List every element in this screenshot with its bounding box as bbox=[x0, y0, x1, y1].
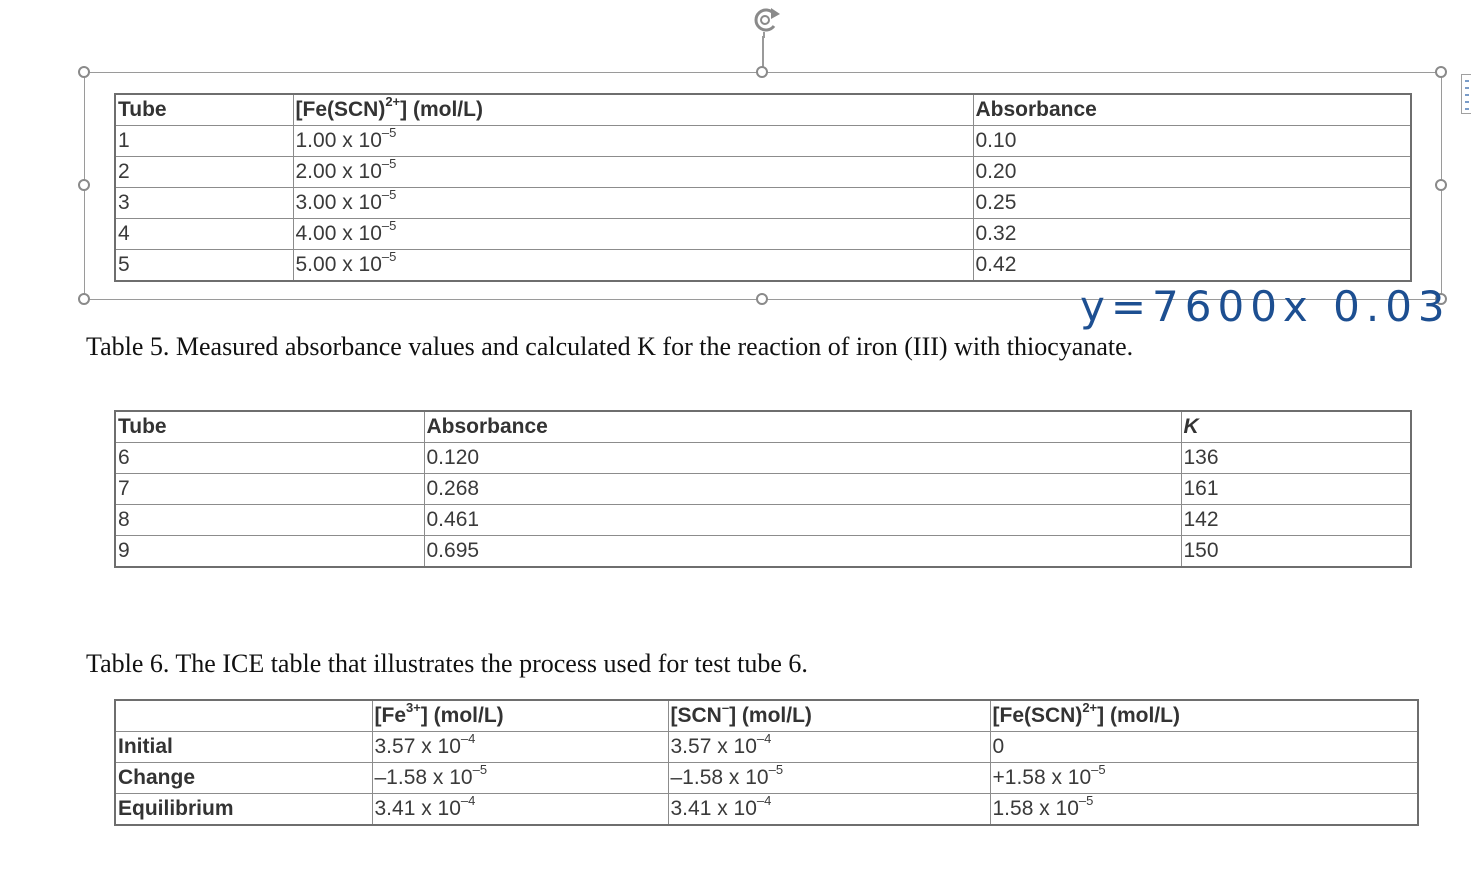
cell-concentration: 2.00 x $10^{-5}$ bbox=[293, 157, 973, 188]
cell-fescn: +1.58 x $10^{-5}$ bbox=[990, 763, 1418, 794]
table-row bbox=[115, 505, 1411, 536]
cell-k: 161 bbox=[1181, 474, 1411, 505]
cell-tube: 8 bbox=[115, 505, 424, 536]
cell-fe: 3.57 x $10^{-4}$ bbox=[372, 732, 668, 763]
table6-caption: Table 6. The ICE table that illustrates the process used for test tube 6. bbox=[86, 649, 808, 678]
resize-handle-left[interactable] bbox=[78, 179, 90, 191]
table-row bbox=[115, 126, 1411, 157]
table-row bbox=[115, 763, 1418, 794]
resize-handle-bottom-left[interactable] bbox=[78, 293, 90, 305]
resize-handle-top-left[interactable] bbox=[78, 66, 90, 78]
cell-absorbance: 0.32 bbox=[973, 219, 1411, 250]
cell-absorbance: 0.20 bbox=[973, 157, 1411, 188]
cell-k: 150 bbox=[1181, 536, 1411, 568]
table-row bbox=[115, 536, 1411, 568]
table-absorbance-standards bbox=[114, 93, 1412, 282]
handwritten-equation: y=7600x 0.03 bbox=[1080, 282, 1451, 331]
table-header-row bbox=[115, 94, 1411, 126]
rotate-connector bbox=[762, 36, 764, 68]
header-fescn: [Fe(SCN)$^{2+}$] (mol/L) bbox=[990, 700, 1418, 732]
cell-concentration: 3.00 x $10^{-5}$ bbox=[293, 188, 973, 219]
table-row bbox=[115, 219, 1411, 250]
header-tube: Tube bbox=[115, 411, 424, 443]
cell-absorbance: 0.120 bbox=[424, 443, 1181, 474]
cell-absorbance: 0.268 bbox=[424, 474, 1181, 505]
rotate-handle-icon[interactable] bbox=[747, 4, 787, 38]
cell-tube: 3 bbox=[115, 188, 293, 219]
cell-absorbance: 0.461 bbox=[424, 505, 1181, 536]
header-fe: $[Fe^{3+}]$ (mol/L) bbox=[372, 700, 668, 732]
cell-fescn: 0 bbox=[990, 732, 1418, 763]
table-row bbox=[115, 794, 1418, 826]
cell-k: 136 bbox=[1181, 443, 1411, 474]
cell-scn: 3.41 x $10^{-4}$ bbox=[668, 794, 990, 826]
table-measured-k bbox=[114, 410, 1412, 568]
table-row bbox=[115, 474, 1411, 505]
layout-options-icon[interactable] bbox=[1461, 74, 1471, 114]
table-row bbox=[115, 157, 1411, 188]
table-row bbox=[115, 443, 1411, 474]
header-scn: [SCN–] (mol/L) bbox=[668, 700, 990, 732]
cell-tube: 6 bbox=[115, 443, 424, 474]
cell-absorbance: 0.42 bbox=[973, 250, 1411, 282]
table-row bbox=[115, 250, 1411, 282]
header-absorbance: Absorbance bbox=[973, 94, 1411, 126]
cell-absorbance: 0.25 bbox=[973, 188, 1411, 219]
cell-fe: –1.58 x $10^{-5}$ bbox=[372, 763, 668, 794]
cell-tube: 7 bbox=[115, 474, 424, 505]
header-tube: Tube bbox=[115, 94, 293, 126]
resize-handle-bottom[interactable] bbox=[756, 293, 768, 305]
cell-tube: 1 bbox=[115, 126, 293, 157]
row-label: Change bbox=[115, 763, 372, 794]
table-header-row bbox=[115, 411, 1411, 443]
table5-caption: Table 5. Measured absorbance values and calculated K for the reaction of iron (III) with thiocyanate. bbox=[86, 332, 1134, 361]
table-row bbox=[115, 188, 1411, 219]
cell-concentration: 1.00 x $10^{-5}$ bbox=[293, 126, 973, 157]
header-concentration: [Fe(SCN)$^{2+}$] (mol/L) bbox=[293, 94, 973, 126]
table-row bbox=[115, 732, 1418, 763]
cell-fescn: 1.58 x $10^{-5}$ bbox=[990, 794, 1418, 826]
row-label: Initial bbox=[115, 732, 372, 763]
cell-tube: 9 bbox=[115, 536, 424, 568]
resize-handle-top[interactable] bbox=[756, 66, 768, 78]
table-ice bbox=[114, 699, 1419, 826]
cell-absorbance: 0.10 bbox=[973, 126, 1411, 157]
resize-handle-top-right[interactable] bbox=[1435, 66, 1447, 78]
header-absorbance: Absorbance bbox=[424, 411, 1181, 443]
cell-tube: 2 bbox=[115, 157, 293, 188]
cell-scn: –1.58 x $10^{-5}$ bbox=[668, 763, 990, 794]
cell-absorbance: 0.695 bbox=[424, 536, 1181, 568]
cell-k: 142 bbox=[1181, 505, 1411, 536]
header-blank bbox=[115, 700, 372, 732]
row-label: Equilibrium bbox=[115, 794, 372, 826]
cell-tube: 5 bbox=[115, 250, 293, 282]
header-k: K bbox=[1181, 411, 1411, 443]
table-header-row bbox=[115, 700, 1418, 732]
resize-handle-right[interactable] bbox=[1435, 179, 1447, 191]
cell-concentration: 4.00 x $10^{-5}$ bbox=[293, 219, 973, 250]
cell-tube: 4 bbox=[115, 219, 293, 250]
cell-fe: 3.41 x $10^{-4}$ bbox=[372, 794, 668, 826]
cell-concentration: 5.00 x $10^{-5}$ bbox=[293, 250, 973, 282]
cell-scn: 3.57 x $10^{-4}$ bbox=[668, 732, 990, 763]
